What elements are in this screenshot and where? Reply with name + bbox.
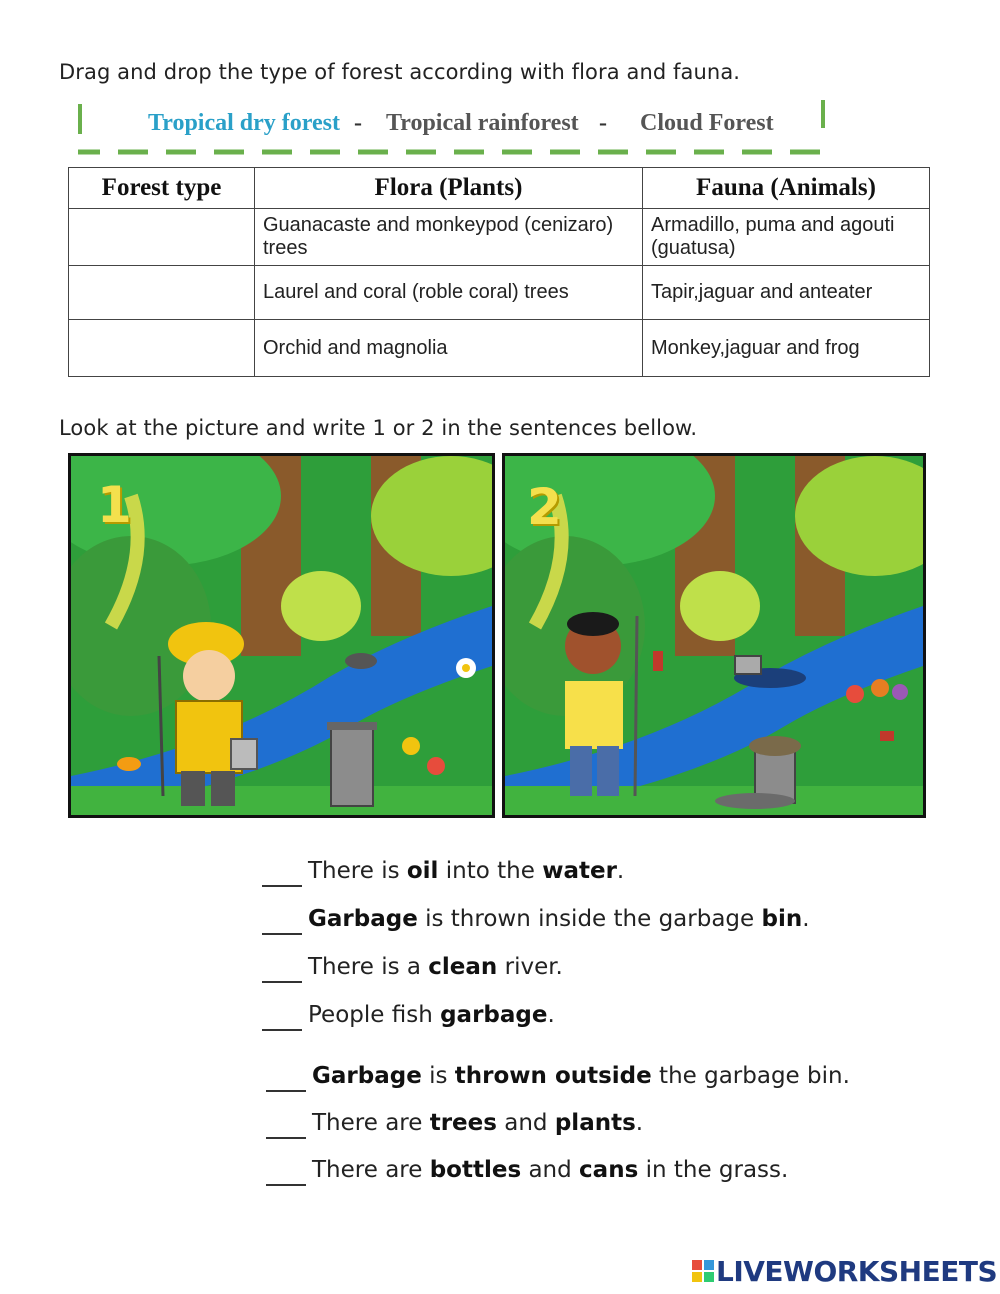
logo-grid-icon [692,1260,714,1282]
forest-type-drop-zone-3[interactable] [69,320,255,377]
sentence-1 [262,858,624,887]
sentence-text: and [521,1157,580,1183]
table-row [69,266,930,320]
sentence-text: the garbage bin. [651,1063,850,1089]
drag-drop-instruction: Drag and drop the type of forest according with flora and fauna. [59,60,741,84]
word-separator: - [599,110,607,136]
sentence-text: . [802,906,810,932]
sentence-4 [262,1002,555,1031]
forest-type-drop-zone-1[interactable] [69,209,255,266]
sentence-text: There is a [308,954,429,980]
sentence-text: and [496,1110,555,1136]
sentence-text: is [421,1063,455,1089]
sentence-text: People fish [308,1002,441,1028]
sentence-text: in the grass. [638,1157,789,1183]
sentence-keyword: garbage [440,1002,548,1028]
sentence-keyword: plants [554,1110,636,1136]
table-header-row [69,168,930,209]
sentence-text: into the [438,858,543,884]
sentence-2 [262,906,810,935]
sentence-7 [266,1157,788,1186]
polluted-forest-picture [502,453,926,818]
flora-cell: Orchid and magnolia [255,320,643,377]
table-row [69,320,930,377]
sentence-keyword: bin [761,906,803,932]
clean-forest-picture [68,453,495,818]
picture-label-2: 2 [527,478,562,536]
fauna-cell: Monkey,jaguar and frog [643,320,930,377]
flora-cell: Guanacaste and monkeypod (cenizaro) trees [255,209,643,266]
sentence-keyword: oil [406,858,439,884]
answer-input-4[interactable] [262,1005,302,1031]
sentence-keyword: cans [579,1157,639,1183]
sentence-text: There are [312,1110,430,1136]
sentence-text: . [547,1002,555,1028]
sentence-keyword: trees [429,1110,497,1136]
header-forest-type: Forest type [69,168,255,209]
forest-table [68,167,930,377]
sentence-text: . [635,1110,644,1136]
header-fauna: Fauna (Animals) [643,168,930,209]
sentence-keyword: water [542,858,617,884]
sentence-5 [266,1063,850,1092]
word-separator: - [354,110,362,136]
forest-type-drop-zone-2[interactable] [69,266,255,320]
table-row [69,209,930,266]
answer-input-5[interactable] [266,1066,306,1092]
picture-label-1: 1 [97,476,132,534]
look-picture-instruction: Look at the picture and write 1 or 2 in the sentences bellow. [59,416,698,440]
logo-text: LIVEWORKSHEETS [716,1254,998,1288]
answer-input-2[interactable] [262,909,302,935]
sentence-6 [266,1110,643,1139]
answer-input-1[interactable] [262,861,302,887]
answer-input-7[interactable] [266,1160,306,1186]
fauna-cell: Armadillo, puma and agouti (guatusa) [643,209,930,266]
sentence-keyword: thrown outside [454,1063,652,1089]
flora-cell: Laurel and coral (roble coral) trees [255,266,643,320]
word-bank [78,96,826,152]
answer-input-3[interactable] [262,957,302,983]
sentence-text: is thrown inside the garbage [417,906,762,932]
sentence-text: There are [312,1157,430,1183]
sentence-keyword: Garbage [308,906,418,932]
sentence-text: There is [308,858,407,884]
fauna-cell: Tapir,jaguar and anteater [643,266,930,320]
word-tropical-rainforest[interactable]: Tropical rainforest [386,110,579,136]
liveworksheets-logo [692,1256,997,1286]
sentence-keyword: bottles [429,1157,522,1183]
sentence-text: river. [497,954,563,980]
word-tropical-dry-forest[interactable]: Tropical dry forest [148,110,340,136]
sentence-keyword: clean [428,954,498,980]
word-cloud-forest[interactable]: Cloud Forest [640,110,774,136]
answer-input-6[interactable] [266,1113,306,1139]
sentence-text: . [616,858,625,884]
sentence-3 [262,954,563,983]
header-flora: Flora (Plants) [255,168,643,209]
sentence-keyword: Garbage [312,1063,422,1089]
